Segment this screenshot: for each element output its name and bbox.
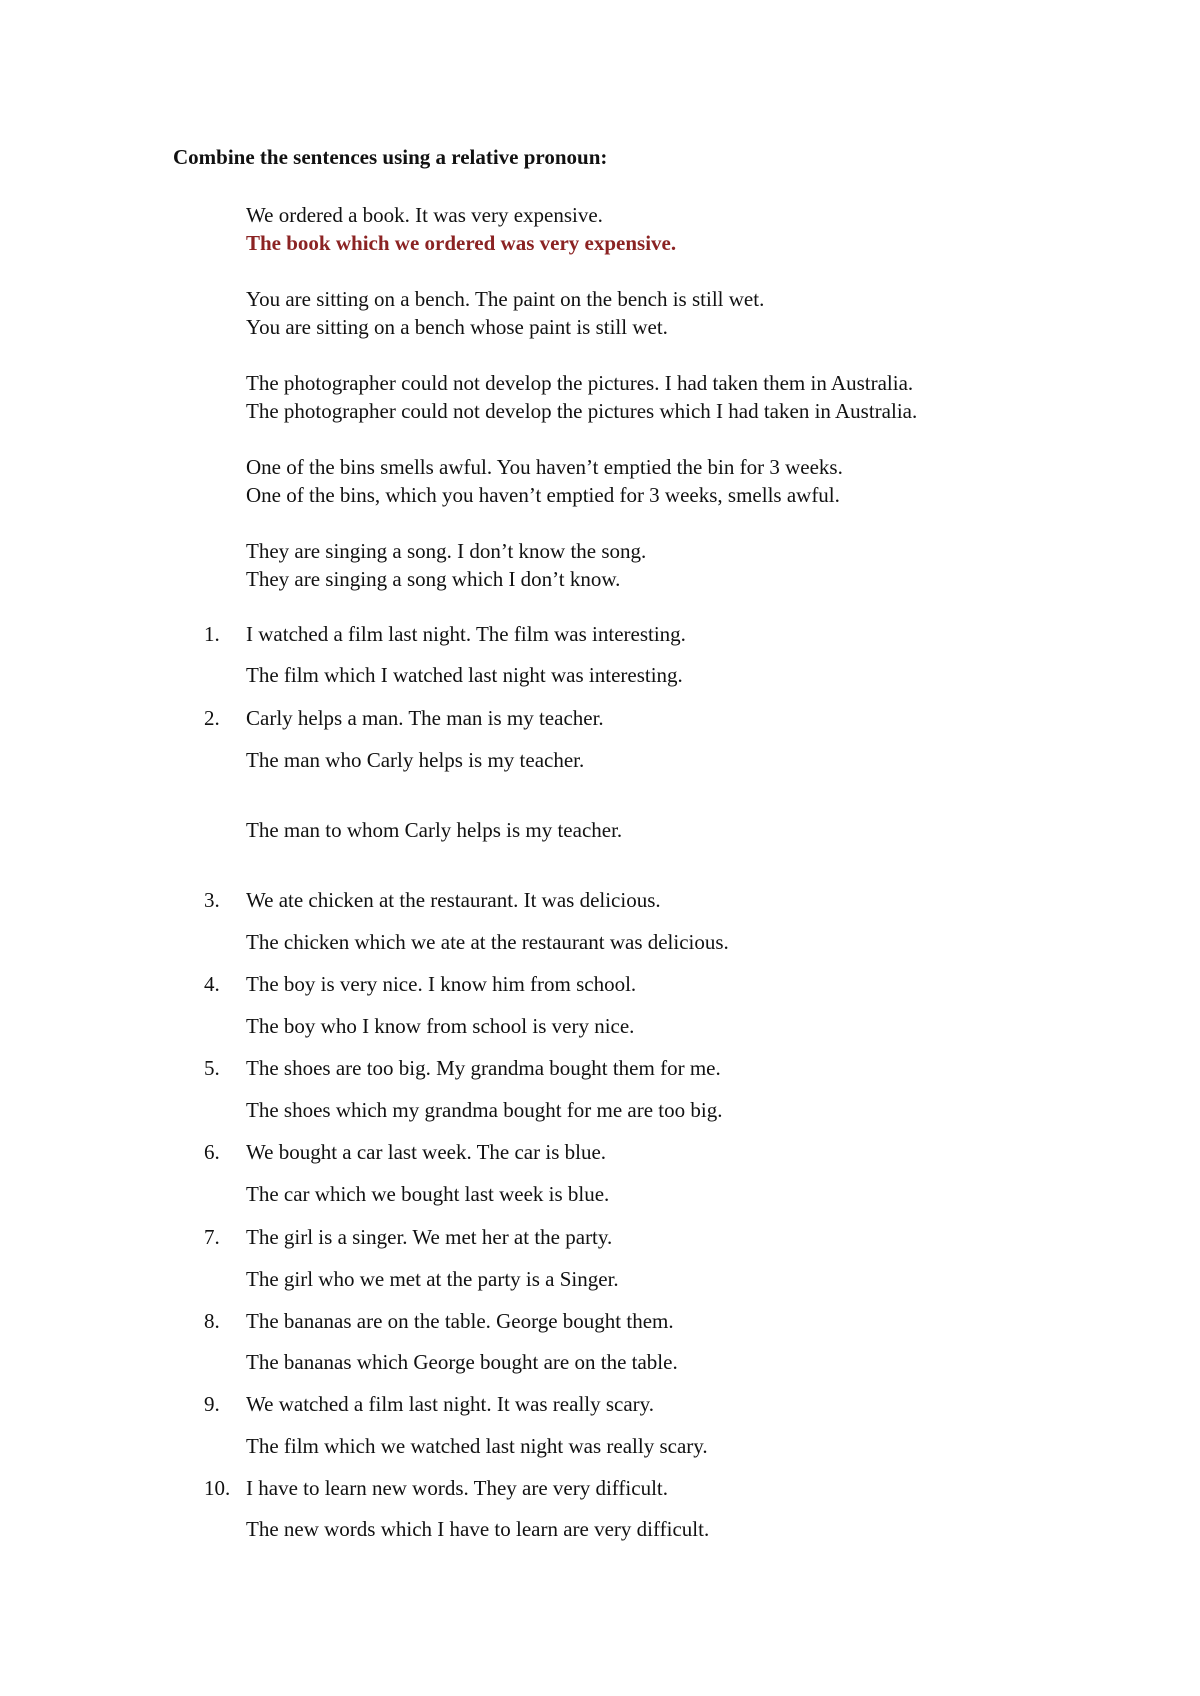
exercise-question: The shoes are too big. My grandma bought them for me. — [246, 1056, 721, 1080]
exercise-number: 5. — [204, 1056, 220, 1080]
exercise-question: The bananas are on the table. George bought them. — [246, 1309, 674, 1333]
example-combined: The photographer could not develop the pictures which I had taken in Australia. — [246, 399, 918, 423]
exercise-question: I have to learn new words. They are very difficult. — [246, 1476, 668, 1500]
exercise-answer: The man who Carly helps is my teacher. — [246, 748, 585, 772]
example-item — [246, 537, 1146, 593]
exercise-question: We ate chicken at the restaurant. It was delicious. — [246, 888, 661, 912]
exercise-answer: The girl who we met at the party is a Singer. — [246, 1267, 619, 1291]
exercise-answer: The car which we bought last week is blue. — [246, 1182, 610, 1206]
exercise-question: The boy is very nice. I know him from school. — [246, 972, 637, 996]
exercise-answer: The chicken which we ate at the restaurant was delicious. — [246, 930, 729, 954]
example-combined: The book which we ordered was very expensive. — [246, 231, 677, 255]
exercise-question: I watched a film last night. The film was interesting. — [246, 622, 686, 646]
exercise-answer: The film which we watched last night was really scary. — [246, 1434, 708, 1458]
exercise-number: 8. — [204, 1309, 220, 1333]
example-original: We ordered a book. It was very expensive. — [246, 203, 603, 227]
exercise-answer-alternative: The man to whom Carly helps is my teacher. — [246, 818, 623, 842]
exercise-answer: The bananas which George bought are on the table. — [246, 1350, 678, 1374]
examples-section — [246, 201, 1146, 621]
exercise-question: The girl is a singer. We met her at the party. — [246, 1225, 613, 1249]
page-heading: Combine the sentences using a relative pronoun: — [173, 145, 608, 169]
exercise-answer: The boy who I know from school is very nice. — [246, 1014, 635, 1038]
exercise-number: 2. — [204, 706, 220, 730]
exercise-number: 6. — [204, 1140, 220, 1164]
example-item — [246, 285, 1146, 341]
example-combined: They are singing a song which I don’t know. — [246, 567, 621, 591]
exercise-question: We watched a film last night. It was really scary. — [246, 1392, 655, 1416]
exercise-number: 4. — [204, 972, 220, 996]
example-combined: One of the bins, which you haven’t emptied for 3 weeks, smells awful. — [246, 483, 840, 507]
example-item — [246, 201, 1146, 257]
exercise-answer: The film which I watched last night was interesting. — [246, 663, 683, 687]
exercise-number: 1. — [204, 622, 220, 646]
exercise-number: 3. — [204, 888, 220, 912]
example-item — [246, 369, 1146, 425]
exercise-number: 9. — [204, 1392, 220, 1416]
example-combined: You are sitting on a bench whose paint is still wet. — [246, 315, 668, 339]
example-item — [246, 453, 1146, 509]
example-original: They are singing a song. I don’t know the song. — [246, 539, 647, 563]
exercise-number: 7. — [204, 1225, 220, 1249]
exercise-question: We bought a car last week. The car is blue. — [246, 1140, 607, 1164]
exercise-answer: The new words which I have to learn are very difficult. — [246, 1517, 710, 1541]
exercise-number: 10. — [204, 1476, 231, 1500]
example-original: The photographer could not develop the pictures. I had taken them in Australia. — [246, 371, 914, 395]
example-original: You are sitting on a bench. The paint on the bench is still wet. — [246, 287, 765, 311]
example-original: One of the bins smells awful. You haven’t emptied the bin for 3 weeks. — [246, 455, 843, 479]
exercise-question: Carly helps a man. The man is my teacher. — [246, 706, 604, 730]
exercise-answer: The shoes which my grandma bought for me are too big. — [246, 1098, 723, 1122]
